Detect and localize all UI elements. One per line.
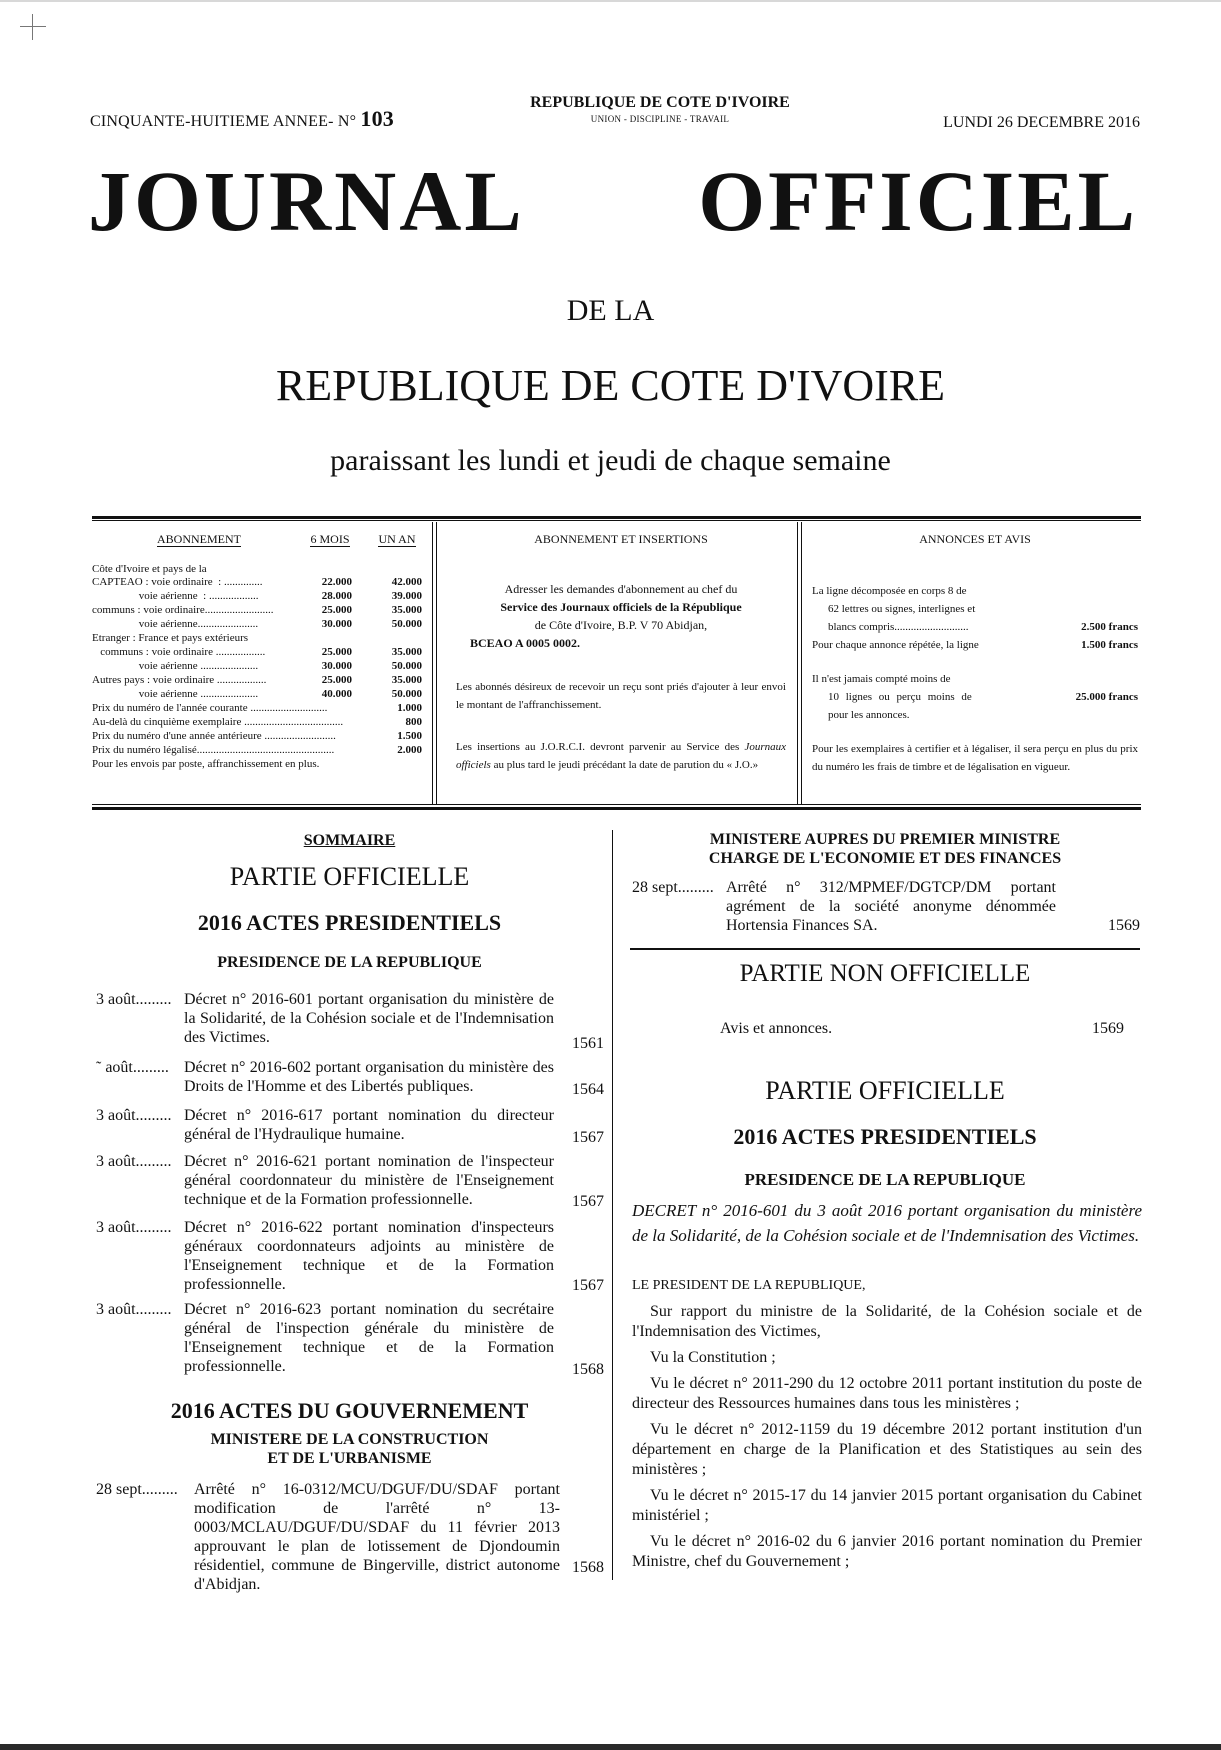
sommaire-partie-officielle: PARTIE OFFICIELLE	[229, 862, 470, 891]
president-line: LE PRESIDENT DE LA REPUBLIQUE,	[632, 1278, 866, 1293]
subscription-6mois-price: 25.000	[321, 674, 352, 686]
info-box-top-rule	[92, 516, 1141, 519]
subscription-year-price: 50.000	[391, 618, 422, 630]
annonces-price: 25.000 francs	[1075, 691, 1138, 703]
info-box-top-rule	[92, 520, 1141, 521]
avis-annonces: Avis et annonces.	[720, 1020, 833, 1037]
subscription-rows	[92, 576, 422, 796]
column-divider	[612, 830, 613, 1580]
crop-mark	[32, 14, 33, 40]
subscription-6mois-price: 30.000	[321, 660, 352, 672]
annonces-price: 1.500 francs	[1081, 639, 1138, 651]
subscription-6mois-price: 22.000	[321, 576, 352, 588]
subscription-row-label: Pour les envois par poste, affranchissement en plus.	[92, 758, 320, 770]
article-presidence: PRESIDENCE DE LA REPUBLIQUE	[744, 1170, 1026, 1189]
annonces-line: 10 lignes ou perçu moins de	[828, 691, 972, 703]
inserts-paragraph-3: Les insertions au J.O.R.C.I. devront parvenir au Service des Journaux officiels au plus tard le jeudi précédant la date de parution du « J.O.»	[456, 741, 786, 771]
subscription-row-label: Autres pays : voie ordinaire ..................	[92, 674, 267, 686]
sommaire-entry: 28 sept......... Arrêté n° 16-0312/MCU/DGUF/DU/SDAF portant modification de l'arrêté n° 13-0003/MCLAU/DGUF/DU/SDAF du 11 février 2013 approuvant le plan de lotissement de Djondoumin résidentiel, commune de Bingerville, district autonome d'Abidjan. 1568	[96, 1481, 604, 1593]
masthead-title: JOURNAL OFFICIEL	[88, 153, 1138, 249]
info-box-divider	[436, 522, 437, 804]
subscription-year-price: 800	[405, 716, 422, 728]
subscription-row-label: Prix du numéro légalisé..................................................	[92, 744, 335, 756]
annonces-price: 2.500 francs	[1081, 621, 1138, 633]
subscription-row-label: Etranger : France et pays extérieurs	[92, 632, 249, 644]
subscription-row-label: Prix du numéro de l'année courante ............................	[92, 702, 328, 714]
header-motto: UNION - DISCIPLINE - TRAVAIL	[590, 114, 730, 124]
annonces-line: 62 lettres ou signes, interlignes et	[828, 603, 976, 615]
article-actes-presidentiels: 2016 ACTES PRESIDENTIELS	[733, 1124, 1037, 1149]
subscription-row-label: voie aérienne .....................	[92, 688, 259, 700]
subscription-year-price: 2.000	[397, 744, 422, 756]
subscription-6mois-price: 30.000	[321, 618, 352, 630]
sommaire-entry: 3 août......... Décret n° 2016-621 portant nomination de l'inspecteur général coordonnateur du ministère de l'Enseignement technique et de la Formation professionnelle. 1567	[96, 1153, 604, 1210]
decret-title: DECRET n° 2016-601 du 3 août 2016 portant organisation du ministère de la Solidarité, de la Cohésion sociale et de l'Indemnisation des Victimes.	[632, 1201, 1142, 1245]
inserts-title: ABONNEMENT ET INSERTIONS	[534, 532, 708, 546]
subscription-year-price: 42.000	[391, 576, 422, 588]
issue-date: LUNDI 26 DECEMBRE 2016	[943, 114, 1140, 131]
article-paragraph: Vu le décret n° 2011-290 du 12 octobre 2011 portant institution du poste de directeur des Ressources humaines dans tous les ministères ;	[632, 1375, 1142, 1412]
sommaire-entry: 3 août......... Décret n° 2016-617 portant nomination du directeur général de l'Hydraulique humaine. 1567	[96, 1107, 604, 1146]
masthead-republic: REPUBLIQUE DE COTE D'IVOIRE	[275, 361, 946, 410]
avis-annonces-page: 1569	[1092, 1020, 1124, 1037]
subscription-year-price: 35.000	[391, 646, 422, 658]
scan-bottom-edge	[0, 1744, 1221, 1750]
subscription-table	[92, 532, 422, 802]
subscription-row-label: communs : voie ordinaire ..................	[92, 646, 266, 658]
subscription-row-label: communs : voie ordinaire.........................	[92, 604, 274, 616]
subscription-year-price: 35.000	[391, 604, 422, 616]
inserts-paragraph-2: Les abonnés désireux de recevoir un reçu sont priés d'ajouter à leur envoi le montant de l'affranchissement.	[456, 681, 786, 711]
partie-non-officielle: PARTIE NON OFFICIELLE	[739, 960, 1031, 987]
subscription-year-price: 35.000	[391, 674, 422, 686]
subscription-6mois-header: 6 MOIS	[310, 532, 350, 546]
info-box-bottom-rule	[92, 807, 1141, 810]
subscription-row-label: voie aérienne......................	[92, 618, 259, 630]
subscription-6mois-price: 25.000	[321, 646, 352, 658]
subscription-an-header: UN AN	[378, 532, 416, 546]
info-box-bottom-rule	[92, 804, 1141, 805]
subscription-6mois-price: 28.000	[321, 590, 352, 602]
info-box-divider	[797, 522, 798, 804]
article-paragraph: Sur rapport du ministre de la Solidarité, de la Cohésion sociale et de l'Indemnisation des Victimes,	[632, 1303, 1142, 1340]
inserts-column	[456, 532, 786, 802]
sommaire-entry: 3 août......... Décret n° 2016-623 portant nomination du secrétaire général de l'inspection générale du ministère de l'Enseignement technique et de la Formation professionnelle. 1568	[96, 1301, 604, 1378]
subscription-row-label: Prix du numéro d'une année antérieure ..........................	[92, 730, 336, 742]
subscription-row-label: voie aérienne .....................	[92, 660, 259, 672]
sommaire-entry: ˜ août......... Décret n° 2016-602 portant organisation du ministère des Droits de l'Homme et des Libertés publiques. 1564	[96, 1059, 604, 1098]
annonces-line: blancs compris...........................	[828, 621, 969, 633]
article-paragraph: Vu le décret n° 2016-02 du 6 janvier 2016 portant nomination du Premier Ministre, chef du Gouvernement ;	[632, 1533, 1142, 1570]
subscription-year-price: 1.000	[397, 702, 422, 714]
header-country: REPUBLIQUE DE COTE D'IVOIRE	[530, 94, 790, 111]
subscription-row-label: voie aérienne : ..................	[92, 590, 259, 602]
info-box-divider	[432, 522, 433, 804]
annonces-column	[812, 532, 1138, 802]
subscription-row-label: Au-delà du cinquième exemplaire ....................................	[92, 716, 344, 728]
annonces-line: Il n'est jamais compté moins de	[812, 673, 951, 685]
info-box-divider	[801, 522, 802, 804]
subscription-row-label: CAPTEAO : voie ordinaire : ..............	[92, 576, 263, 588]
inserts-paragraph-1: Adresser les demandes d'abonnement au chef du Service des Journaux officiels de la République de Côte d'Ivoire, B.P. V 70 Abidjan, BCEAO A 0005 0002.	[470, 582, 742, 650]
annonces-title: ANNONCES ET AVIS	[919, 532, 1031, 546]
sommaire-entry: 3 août......... Décret n° 2016-622 portant nomination d'inspecteurs généraux coordonnateurs adjoints au ministère de l'Enseignement technique et de la Formation professionnelle. 1567	[96, 1219, 604, 1294]
sommaire-ministere-construction: MINISTERE DE LA CONSTRUCTION ET DE L'URBANISME	[210, 1431, 489, 1467]
sommaire-entry: 28 sept......... Arrêté n° 312/MPMEF/DGTCP/DM portant agrément de la société anonyme dénommée Hortensia Finances SA. 1569	[632, 879, 1140, 934]
subscription-title: ABONNEMENT	[157, 532, 241, 546]
subscription-6mois-price: 40.000	[321, 688, 352, 700]
sommaire-actes-presidentiels: 2016 ACTES PRESIDENTIELS	[197, 910, 502, 935]
sommaire-entry: 3 août......... Décret n° 2016-601 portant organisation du ministère de la Solidarité, de la Cohésion sociale et de l'Indemnisation des Victimes. 1561	[96, 991, 604, 1052]
article-body	[632, 1302, 1142, 1578]
article-paragraph: Vu le décret n° 2015-17 du 14 janvier 2015 portant organisation du Cabinet ministériel ;	[632, 1487, 1142, 1524]
article-paragraph: Vu la Constitution ;	[650, 1349, 776, 1366]
right-column-rule	[630, 948, 1140, 950]
annonces-line: pour les annonces.	[828, 709, 910, 721]
subscription-6mois-price: 25.000	[321, 604, 352, 616]
issue-label: CINQUANTE-HUITIEME ANNEE- N°	[90, 113, 357, 130]
crop-mark	[20, 26, 46, 27]
header-country-block	[480, 94, 840, 124]
annonces-line: La ligne décomposée en corps 8 de	[812, 585, 967, 597]
subscription-year-price: 1.500	[397, 730, 422, 742]
annonces-line: Pour chaque annonce répétée, la ligne	[812, 639, 979, 651]
subscription-year-price: 50.000	[391, 660, 422, 672]
annonces-legalisation: Pour les exemplaires à certifier et à légaliser, il sera perçu en plus du prix du numéro les frais de timbre et de légalisation en vigueur.	[812, 743, 1138, 773]
masthead-de-la: DE LA	[566, 294, 655, 327]
sommaire-ministere-economie: MINISTERE AUPRES DU PREMIER MINISTRE CHARGE DE L'ECONOMIE ET DES FINANCES	[708, 831, 1062, 867]
sommaire-actes-gouvernement: 2016 ACTES DU GOUVERNEMENT	[170, 1398, 529, 1423]
subscription-year-price: 50.000	[391, 688, 422, 700]
sommaire-presidence: PRESIDENCE DE LA REPUBLIQUE	[217, 954, 482, 971]
article-partie-officielle: PARTIE OFFICIELLE	[765, 1076, 1005, 1105]
issue-number: 103	[360, 106, 394, 131]
scan-top-edge	[0, 0, 1221, 2]
subscription-intro: Côte d'Ivoire et pays de la	[92, 563, 207, 575]
publication-frequency: paraissant les lundi et jeudi de chaque semaine	[330, 444, 891, 477]
subscription-year-price: 39.000	[391, 590, 422, 602]
article-paragraph: Vu le décret n° 2012-1159 du 19 décembre 2012 portant institution d'un département en charge de la Planification et des Statistiques au sein des ministères ;	[632, 1421, 1142, 1478]
issue-line	[90, 106, 394, 132]
sommaire-heading: SOMMAIRE	[303, 832, 396, 849]
